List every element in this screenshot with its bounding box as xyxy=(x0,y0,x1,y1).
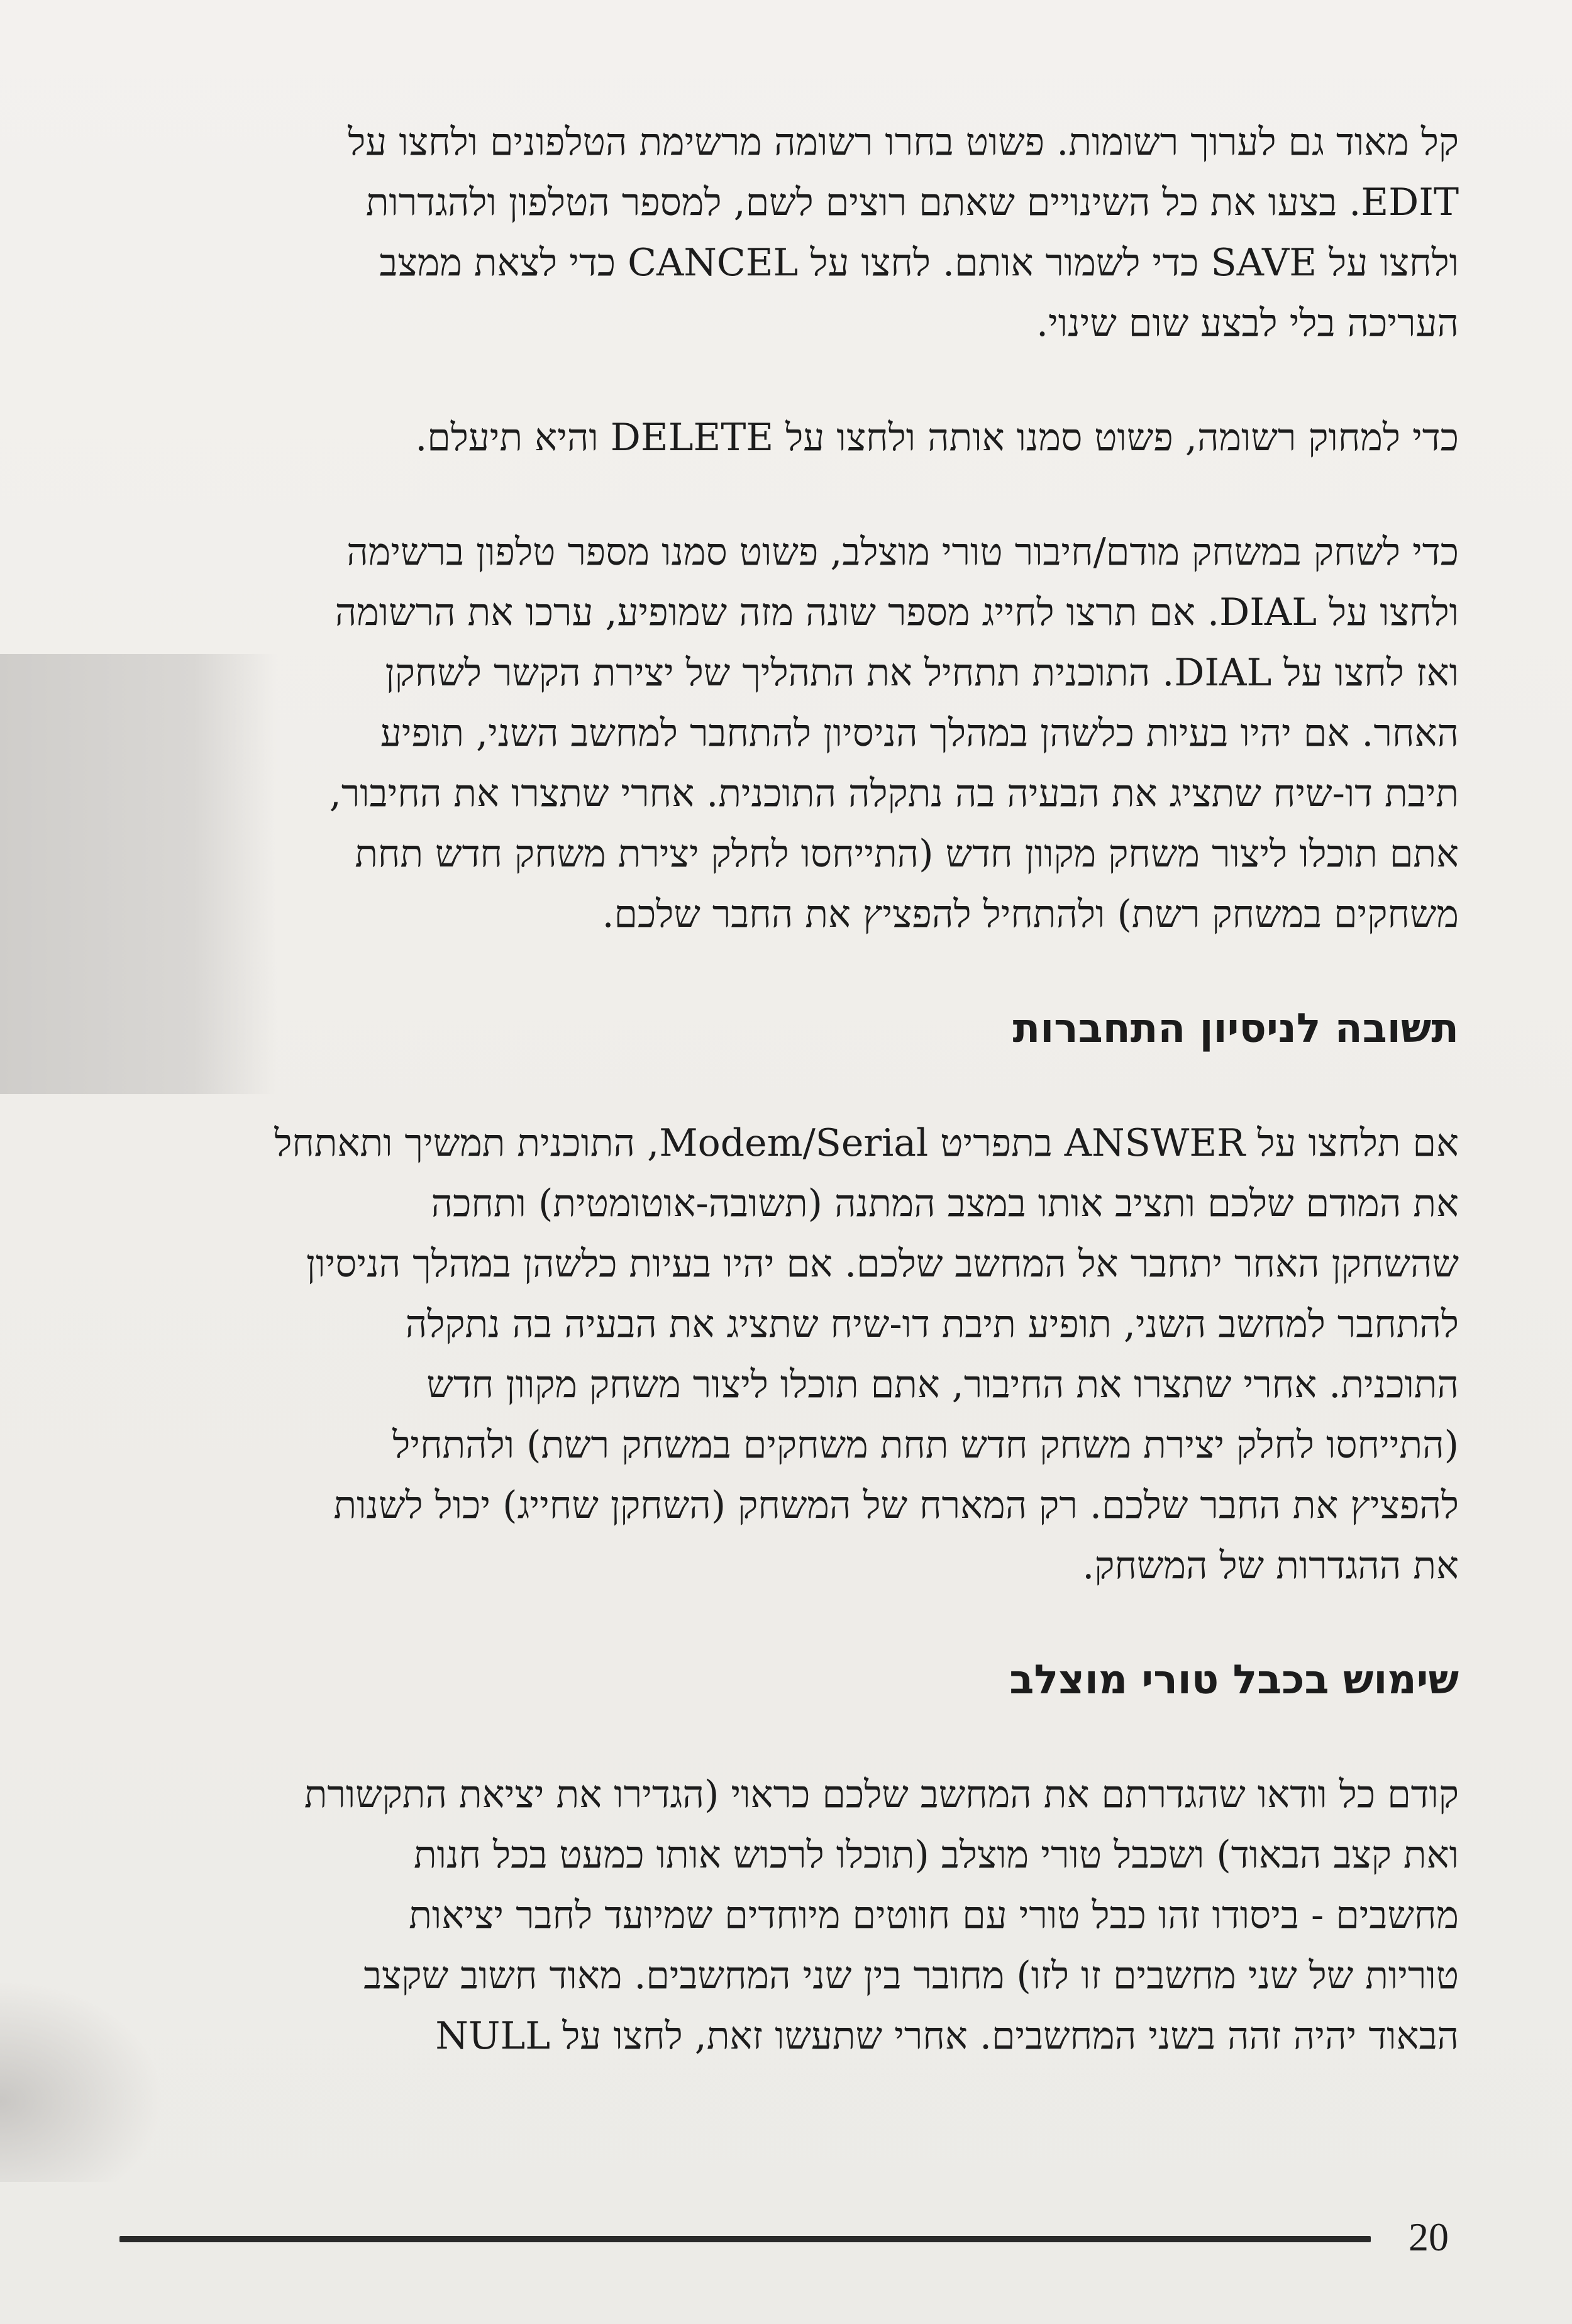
text-line: קל מאוד גם לערוך רשומות. פשוט בחרו רשומה מרשימת הטלפונים ולחצו על xyxy=(348,120,1459,164)
text-line: ולחצו על DIAL. אם תרצו לחייג מספר שונה מזה שמופיע, ערכו את הרשומה xyxy=(335,590,1459,634)
paragraph-dial xyxy=(107,522,1459,944)
text-line: ואז לחצו על DIAL. התוכנית תתחיל את התהליך של יצירת הקשר לשחקן xyxy=(385,651,1459,695)
text-line: הבאוד יהיה זהה בשני המחשבים. אחרי שתעשו זאת, לחצו על NULL xyxy=(435,2014,1459,2058)
paragraph-null-modem xyxy=(107,1764,1459,2066)
text-line: (התייחסו לחלק יצירת משחק חדש תחת משחקים במשחק רשת) ולהתחיל xyxy=(392,1423,1459,1467)
text-line: כדי לשחק במשחק מודם/חיבור טורי מוצלב, פשוט סמנו מספר טלפון ברשימה xyxy=(346,530,1459,574)
text-line: אם תלחצו על ANSWER בתפריט Modem/Serial, התוכנית תמשיך ותאתחל xyxy=(274,1121,1459,1165)
text-line: ואת קצב הבאוד) ושכבל טורי מוצלב (תוכלו לרכוש אותו כמעט בכל חנות xyxy=(414,1833,1459,1877)
text-line: תיבת דו-שיח שתציג את הבעיה בה נתקלה התוכנית. אחרי שתצרו את החיבור, xyxy=(329,772,1459,816)
paragraph-answer xyxy=(107,1113,1459,1596)
text-line: שהשחקן האחר יתחבר אל המחשב שלכם. אם יהיו בעיות כלשהן במהלך הניסיון xyxy=(306,1242,1459,1286)
footer-rule xyxy=(119,2236,1371,2242)
text-line: התוכנית. אחרי שתצרו את החיבור, אתם תוכלו ליצור משחק מקוון חדש xyxy=(426,1363,1459,1407)
text-line: משחקים במשחק רשת) ולהתחיל להפציץ את החבר שלכם. xyxy=(602,892,1459,936)
text-line: EDIT. בצעו את כל השינויים שאתם רוצים לשם, למספר הטלפון ולהגדרות xyxy=(365,180,1459,224)
text-line: טוריות של שני מחשבים זו לזו) מחובר בין שני המחשבים. מאוד חשוב שקצב xyxy=(363,1954,1459,1998)
text-line: העריכה בלי לבצע שום שינוי. xyxy=(1036,301,1459,345)
text-line: להתחבר למחשב השני, תופיע תיבת דו-שיח שתציג את הבעיה בה נתקלה xyxy=(405,1302,1459,1346)
text-line: להפציץ את החבר שלכם. רק המארח של המשחק (השחקן שחייג) יכול לשנות xyxy=(333,1483,1459,1527)
text-line: קודם כל וודאו שהגדרתם את המחשב שלכם כראוי (הגדירו את יציאת התקשורת xyxy=(304,1773,1459,1817)
section-heading-null-modem: שימוש בכבל טורי מוצלב xyxy=(1009,1657,1459,1703)
text-line: את המודם שלכם ותציב אותו במצב המתנה (תשובה-אוטומטית) ותחכה xyxy=(431,1181,1459,1226)
text-line: ולחצו על SAVE כדי לשמור אותם. לחצו על CANCEL כדי לצאת ממצב xyxy=(379,241,1459,285)
page-body xyxy=(107,112,1459,2066)
paragraph-edit-records xyxy=(107,112,1459,353)
text-line: האחר. אם יהיו בעיות כלשהן במהלך הניסיון להתחבר למחשב השני, תופיע xyxy=(380,711,1459,755)
text-line: אתם תוכלו ליצור משחק מקוון חדש (התייחסו לחלק יצירת משחק חדש תחת xyxy=(355,832,1459,876)
section-heading-answer: תשובה לניסיון התחברות xyxy=(1012,1005,1459,1052)
text-line: את ההגדרות של המשחק. xyxy=(1082,1544,1459,1588)
paragraph-delete-record xyxy=(107,407,1459,468)
text-line: כדי למחוק רשומה, פשוט סמנו אותה ולחצו על DELETE והיא תיעלם. xyxy=(415,416,1459,460)
text-line: מחשבים - ביסודו זהו כבל טורי עם חווטים מיוחדים שמיועד לחבר יציאות xyxy=(409,1893,1459,1937)
page-number: 20 xyxy=(1409,2215,1449,2259)
